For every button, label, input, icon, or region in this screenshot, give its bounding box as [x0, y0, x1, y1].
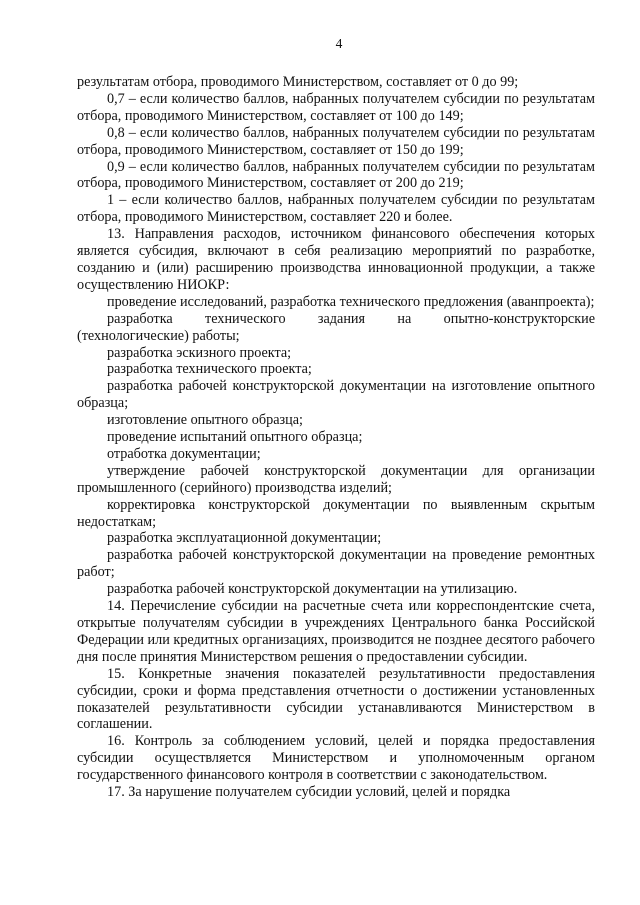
list-item: изготовление опытного образца;	[107, 412, 303, 429]
paragraph: 0,9 – если количество баллов, набранных получателем субсидии по результатам отбора, проводимого Министерством, составляет от 200 до 219;	[77, 158, 595, 192]
paragraph: 15. Конкретные значения показателей результативности предоставления субсидии, сроки и форма представления отчетности о достижении установленных показателей результативности субсидии устанавливаются Министерством в соглашении.	[77, 665, 595, 733]
list-item: отработка документации;	[107, 445, 261, 462]
document-body	[77, 74, 595, 801]
paragraph: 0,8 – если количество баллов, набранных получателем субсидии по результатам отбора, проводимого Министерством, составляет от 150 до 199;	[77, 124, 595, 158]
list-item: разработка эксплуатационной документации;	[107, 530, 382, 547]
paragraph: 1 – если количество баллов, набранных получателем субсидии по результатам отбора, проводимого Министерством, составляет 220 и более.	[77, 192, 595, 226]
list-item: разработка рабочей конструкторской документации на утилизацию.	[107, 581, 518, 598]
list-item: разработка технического задания на опытно-конструкторские (технологические) работы;	[77, 310, 595, 344]
list-item: разработка рабочей конструкторской документации на проведение ремонтных работ;	[77, 547, 595, 581]
paragraph: 14. Перечисление субсидии на расчетные счета или корреспондентские счета, открытые получателям субсидии в учреждениях Центрального банка Российской Федерации или кредитных организациях, производится не позднее десятого рабочего дня после принятия Министерством решения о предоставлении субсидии.	[77, 598, 595, 665]
paragraph: 17. За нарушение получателем субсидии условий, целей и порядка	[107, 784, 511, 801]
paragraph: 13. Направления расходов, источником финансового обеспечения которых является субсидия, включают в себя реализацию мероприятий по разработке, созданию и (или) расширению производства инновационной продукции, а также осуществлению НИОКР:	[77, 226, 595, 293]
list-item: разработка технического проекта;	[107, 361, 312, 378]
document-page	[77, 36, 595, 801]
list-item: корректировка конструкторской документации по выявленным скрытым недостаткам;	[77, 496, 595, 530]
list-item: разработка рабочей конструкторской документации на изготовление опытного образца;	[77, 378, 595, 412]
paragraph: результатам отбора, проводимого Министерством, составляет от 0 до 99;	[77, 74, 519, 90]
list-item: проведение исследований, разработка технического предложения (аванпроекта);	[107, 293, 595, 310]
list-item: утверждение рабочей конструкторской документации для организации промышленного (серийного) производства изделий;	[77, 462, 595, 496]
list-item: разработка эскизного проекта;	[107, 344, 292, 361]
page-number: 4	[335, 36, 343, 51]
list-item: проведение испытаний опытного образца;	[107, 429, 363, 446]
paragraph: 0,7 – если количество баллов, набранных получателем субсидии по результатам отбора, проводимого Министерством, составляет от 100 до 149;	[77, 90, 595, 124]
paragraph: 16. Контроль за соблюдением условий, целей и порядка предоставления субсидии осуществляется Министерством и уполномоченным органом государственного финансового контроля в соответствии с законодательством.	[77, 733, 595, 784]
